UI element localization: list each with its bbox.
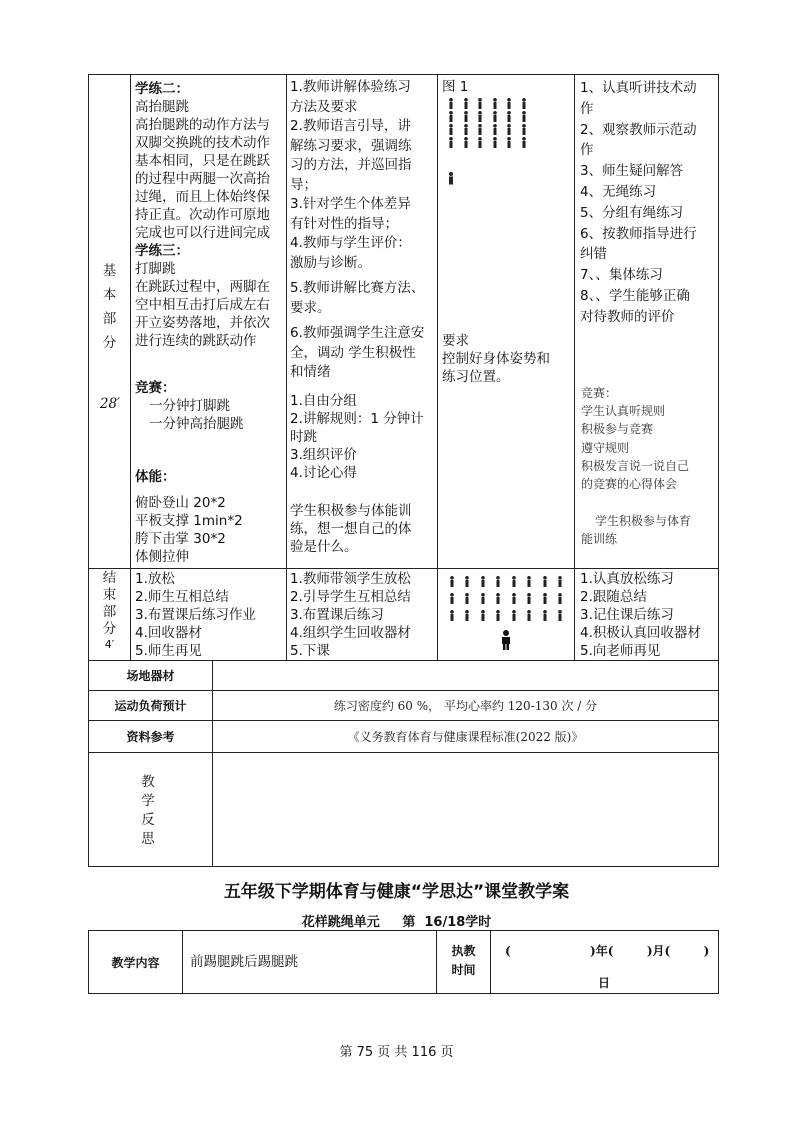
ending-content-line: 2.师生互相总结 (135, 589, 229, 605)
label-char: 反 (141, 812, 155, 828)
student-line: 5、分组有绳练习 (580, 204, 684, 221)
time-label-line: 执教 (451, 944, 476, 958)
teacher-contest-line: 2.讲解规则：1 分钟计 (290, 411, 424, 427)
teacher-contest-line: 1.自由分组 (290, 393, 357, 409)
student-icon (488, 122, 503, 135)
student-contest-line: 竞赛： (581, 386, 618, 400)
section-label-ending (89, 570, 130, 652)
student-icon (475, 604, 491, 621)
drill2-desc-line: 双脚交换跳的技术动作 (135, 135, 270, 151)
teacher-line: 有针对性的指导； (290, 215, 398, 232)
ending-student-line: 2.跟随总结 (580, 589, 647, 605)
label-char: 部 (102, 604, 117, 620)
teacher-line: 2.教师语言引导，讲 (290, 118, 411, 134)
teacher-position-icon (500, 630, 512, 654)
table-right-border (718, 74, 719, 867)
table-left-border (88, 74, 89, 867)
student-icon (473, 109, 488, 122)
venue-label: 场地器材 (126, 669, 175, 683)
org-requirement (442, 332, 572, 386)
teacher-fitness-line: 学生积极参与体能训 (290, 503, 412, 519)
student-icon (502, 109, 517, 122)
ref-label: 资料参考 (126, 730, 175, 744)
time-label (437, 942, 490, 980)
time-label-line: 时间 (451, 963, 476, 977)
ending-teacher-line: 1.教师带领学生放松 (290, 571, 411, 587)
student-contest-line: 学生认真听规则 (581, 404, 666, 419)
student-icon (522, 604, 538, 621)
fitness-item: 平板支撑 1min*2 (135, 513, 243, 529)
requirement-line: 练习位置。 (442, 369, 510, 385)
row-divider (88, 690, 719, 691)
student-icon (460, 570, 476, 587)
label-char: 部 (102, 311, 117, 327)
student-fitness-line: 能训练 (581, 532, 618, 547)
plan-subtitle: 花样跳绳单元 第 16/18学时 (301, 915, 492, 930)
student-icon (491, 604, 507, 621)
student-icon (522, 570, 538, 587)
student-icon (444, 122, 459, 135)
student-line: 作 (580, 142, 594, 159)
student-icon (537, 587, 553, 604)
teacher-line: 1.教师讲解体验练习 (290, 79, 411, 95)
basic-student (580, 78, 716, 328)
teacher-line: 解练习要求，强调练 (290, 137, 412, 154)
student-line: 4、无绳练习 (580, 183, 657, 200)
requirement-line: 要求 (442, 333, 469, 349)
student-icon (553, 587, 569, 604)
teacher-position-icon (447, 170, 455, 189)
student-icon (506, 570, 522, 587)
teacher-fitness-line: 验是什么。 (290, 539, 358, 555)
contest-item: 一分钟高抬腿跳 (149, 416, 244, 432)
student-icon (459, 135, 474, 148)
teacher-line: 6.教师强调学生注意安 (290, 325, 425, 341)
teacher-line: 习的方法，并巡回指 (290, 157, 412, 173)
section-time-basic: 28′ (99, 396, 121, 412)
label-char: 学 (141, 793, 155, 809)
label-char: 分 (102, 335, 117, 351)
student-contest-line: 积极参与竞赛 (581, 422, 654, 437)
ending-student (580, 570, 716, 660)
drill3-desc-line: 开立姿势落地，并依次 (135, 315, 270, 331)
fitness-item: 体侧拉伸 (135, 549, 189, 565)
student-contest (581, 384, 717, 493)
teacher-line: 4.教师与学生评价： (290, 235, 411, 251)
row-divider (88, 720, 719, 721)
student-fitness-line: 学生积极参与体育 (595, 514, 692, 528)
student-line: 作 (580, 100, 594, 117)
student-icon (537, 604, 553, 621)
basic-teacher (290, 78, 436, 383)
ending-content-line: 5.师生再见 (135, 643, 202, 659)
col-divider (182, 930, 183, 994)
student-icon (488, 96, 503, 109)
student-contest-line: 遵守规则 (581, 440, 630, 455)
student-icon (444, 109, 459, 122)
student-icon (491, 570, 507, 587)
student-icon (444, 604, 460, 621)
teacher-line: 要求。 (290, 299, 331, 316)
student-icon (502, 122, 517, 135)
drill2-desc-line: 过绳，而且上体始终保 (135, 189, 270, 205)
ending-teacher (290, 570, 436, 660)
student-contest-line: 积极发言说一说自己 (581, 458, 690, 473)
student-icon (488, 135, 503, 148)
ending-formation (444, 570, 569, 621)
formation-figure (444, 96, 534, 148)
label-char: 思 (141, 831, 155, 847)
student-icon (488, 109, 503, 122)
student-icon (473, 135, 488, 148)
load-value: 练习密度约 60 %， 平均心率约 120-130 次 / 分 (333, 699, 598, 713)
student-formation (444, 96, 534, 148)
teacher-contest (290, 392, 436, 482)
basic-fitness (135, 468, 285, 566)
fitness-title: 体能： (135, 469, 176, 485)
row-divider (88, 568, 719, 569)
ending-teacher-line: 5.下课 (290, 643, 330, 659)
student-icon (537, 570, 553, 587)
student-line: 2、观察教师示范动 (580, 121, 697, 138)
drill3-name: 打脚跳 (135, 261, 176, 277)
row-divider (88, 752, 719, 753)
teacher-line: 激励与诊断。 (290, 254, 371, 271)
ending-teacher-line: 4.组织学生回收器材 (290, 625, 411, 641)
drill2-desc-line: 持正直。次动作可原地 (135, 207, 270, 223)
student-icon (444, 570, 460, 587)
basic-contest (135, 379, 285, 433)
col-divider (437, 74, 438, 661)
table-bottom-border (88, 866, 719, 867)
teacher-line: 全，调动 学生积极性 (290, 344, 416, 361)
student-icon (475, 570, 491, 587)
student-icon (517, 122, 532, 135)
table-top-border (88, 74, 719, 75)
ending-student-line: 5.向老师再见 (580, 643, 661, 659)
date-line: ( )年( )月( ) (505, 944, 710, 958)
ending-content-line: 4.回收器材 (135, 625, 202, 641)
col-divider (212, 660, 213, 867)
student-icon (491, 587, 507, 604)
drill3-desc-line: 进行连续的跳跃动作 (135, 333, 257, 349)
teacher-fitness (290, 502, 436, 556)
student-icon (517, 109, 532, 122)
student-line: 对待教师的评价 (580, 308, 675, 325)
contest-item: 一分钟打脚跳 (149, 398, 230, 414)
content-label: 教学内容 (111, 956, 160, 970)
student-icon (553, 604, 569, 621)
student-line: 8、、学生能够正确 (580, 287, 690, 304)
student-icon (459, 122, 474, 135)
row-divider (88, 660, 719, 661)
col-divider (574, 74, 575, 661)
section-label-basic (89, 262, 130, 352)
student-icon (517, 135, 532, 148)
load-label: 运动负荷预计 (114, 699, 187, 713)
plan-title: 五年级下学期体育与健康“学思达”课堂教学案 (223, 882, 570, 902)
ending-student-line: 3.记住课后练习 (580, 607, 674, 623)
plan-table-right (718, 930, 719, 994)
page-number: 第 75 页 共 116 页 (339, 1045, 454, 1060)
student-icon (506, 604, 522, 621)
student-line: 1、认真听讲技术动 (580, 80, 697, 96)
col-divider (286, 74, 287, 661)
drill3-desc-line: 在跳跃过程中，两脚在 (135, 279, 270, 295)
ending-content-line: 1.放松 (135, 571, 175, 587)
drill2-desc-line: 完成也可以行进间完成 (135, 225, 270, 241)
student-contest-line: 的竞赛的心得体会 (581, 477, 678, 492)
student-icon (473, 122, 488, 135)
student-line: 纠错 (580, 246, 607, 263)
student-icon (517, 96, 532, 109)
student-icon (553, 570, 569, 587)
student-icon (502, 96, 517, 109)
requirement-line: 控制好身体姿势和 (442, 351, 550, 367)
fitness-item: 俯卧登山 20*2 (135, 495, 226, 511)
col-divider (490, 930, 491, 994)
contest-title: 竞赛： (135, 380, 176, 396)
section-time-ending: 4′ (104, 638, 115, 651)
student-icon (444, 587, 460, 604)
student-fitness (581, 512, 717, 548)
student-icon (444, 96, 459, 109)
ending-content (135, 570, 285, 660)
label-char: 结 (102, 570, 117, 586)
student-icon (475, 587, 491, 604)
label-char: 分 (102, 621, 117, 637)
student-icon (459, 109, 474, 122)
label-char: 教 (141, 774, 155, 790)
fitness-item: 胯下击掌 30*2 (135, 531, 226, 547)
student-icon (502, 135, 517, 148)
date-day: 日 (598, 976, 611, 990)
student-icon (506, 587, 522, 604)
teacher-line: 方法及要求 (290, 98, 358, 115)
drill2-name: 高抬腿跳 (135, 99, 189, 115)
drill2-desc-line: 基本相同，只是在跳跃 (135, 153, 270, 169)
student-line: 6、按教师指导进行 (580, 225, 697, 242)
drill3-title: 学练三： (135, 243, 189, 259)
teacher-contest-line: 时跳 (290, 429, 317, 445)
teacher-contest-line: 4.讨论心得 (290, 465, 357, 481)
student-icon (459, 96, 474, 109)
ending-student-line: 4.积极认真回收器材 (580, 625, 701, 641)
teacher-line: 导； (290, 176, 317, 193)
teacher-line: 5.教师讲解比赛方法、 (290, 280, 425, 296)
figure-label: 图 1 (442, 79, 469, 95)
drill3-desc-line: 空中相互击打后成左右 (135, 297, 270, 313)
ending-content-line: 3.布置课后练习作业 (135, 607, 256, 623)
ending-teacher-line: 2.引导学生互相总结 (290, 589, 411, 605)
label-char: 束 (102, 587, 117, 603)
col-divider (130, 74, 131, 661)
drill2-desc-line: 的过程中两腿一次高抬 (135, 171, 270, 187)
teacher-contest-line: 3.组织评价 (290, 447, 357, 463)
student-icon (460, 587, 476, 604)
basic-content (135, 80, 285, 350)
drill2-desc-line: 高抬腿跳的动作方法与 (135, 117, 270, 133)
student-line: 3、师生疑问解答 (580, 163, 684, 180)
ref-value: 《义务教育体育与健康课程标准(2022 版)》 (347, 730, 584, 744)
student-icon (460, 604, 476, 621)
label-char: 本 (102, 287, 117, 303)
ending-teacher-line: 3.布置课后练习 (290, 607, 384, 623)
teacher-line: 3.针对学生个体差异 (290, 196, 411, 212)
student-line: 7、、集体练习 (580, 267, 663, 284)
content-value: 前踢腿跳后踢腿跳 (190, 954, 298, 970)
drill2-title: 学练二： (135, 81, 189, 97)
teacher-line: 和情绪 (290, 364, 331, 380)
reflection-label (130, 773, 166, 849)
label-char: 基 (102, 263, 117, 279)
teacher-fitness-line: 练，想一想自己的体 (290, 521, 412, 537)
student-icon (522, 587, 538, 604)
student-icon (444, 135, 459, 148)
student-icon (473, 96, 488, 109)
ending-student-line: 1.认真放松练习 (580, 571, 674, 587)
